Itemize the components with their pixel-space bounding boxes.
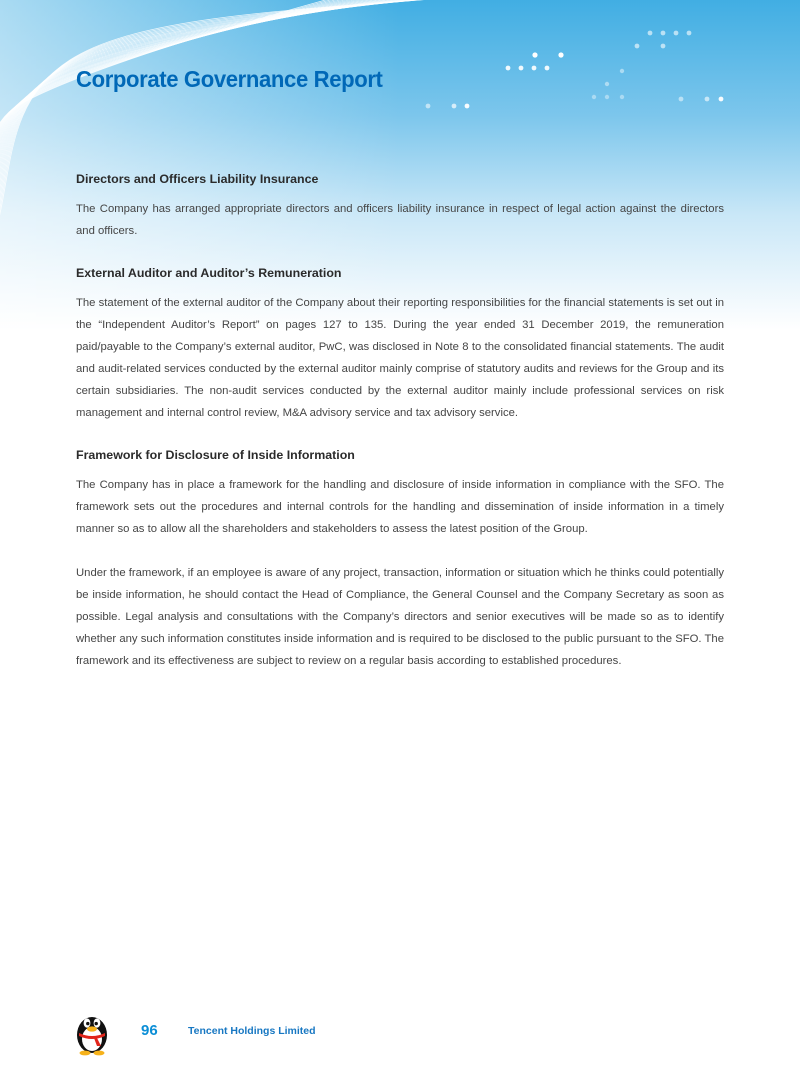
decor-dot (532, 66, 537, 71)
decor-dot (620, 69, 624, 73)
decor-dot (605, 95, 609, 99)
decor-dot (687, 31, 692, 36)
page-title: Corporate Governance Report (76, 66, 383, 92)
section-inside-information (76, 446, 724, 672)
decor-dot (620, 95, 624, 99)
decor-dot (605, 82, 609, 86)
decor-dot (635, 44, 640, 49)
decor-dot (661, 44, 666, 49)
section-external-auditor (76, 264, 724, 424)
page-number: 96 (141, 1022, 158, 1039)
page-footer (72, 1008, 372, 1058)
decor-dot (558, 52, 563, 57)
decor-dot (661, 31, 666, 36)
decor-dot (465, 104, 470, 109)
decor-dot (648, 31, 653, 36)
decor-dot (452, 104, 457, 109)
decor-dot (705, 97, 710, 102)
decor-dot (506, 66, 511, 71)
paragraph: The statement of the external auditor of the Company about their reporting responsibilities for the financial statements is set out in the “Independent Auditor’s Report” on pages 127 to 135. During the year ended 31 December 2019, the remuneration paid/payable to the Company’s external auditor, PwC, was disclosed in Note 8 to the consolidated financial statements. The audit and audit-related services conducted by the external auditor mainly comprise of statutory audits and reviews for the Group and its certain subsidiaries. The non-audit services conducted by the external auditor mainly include professional services on risk management and internal control review, M&A advisory service and tax advisory service. (76, 297, 724, 419)
decor-dot (519, 66, 524, 71)
penguin-mascot-icon (72, 1008, 112, 1056)
decor-dot (545, 66, 550, 71)
decor-dot (674, 31, 679, 36)
section-heading: Directors and Officers Liability Insurance (76, 172, 319, 186)
paragraph: Under the framework, if an employee is aware of any project, transaction, information or situation which he thinks could potentially be inside information, he should contact the Head of Compliance, the General Counsel and the Company Secretary as soon as possible. Legal analysis and consultations with the Company’s directors and senior executives will be made so as to identify whether any such information constitutes inside information and is required to be disclosed to the public pursuant to the SFO. The framework and its effectiveness are subject to review on a regular basis according to established procedures. (76, 567, 725, 667)
paragraph: The Company has in place a framework for the handling and disclosure of inside information in compliance with the SFO. The framework sets out the procedures and internal controls for the handling and dissemination of inside information in a timely manner so as to allow all the shareholders and stakeholders to assess the latest position of the Group. (76, 479, 724, 535)
paragraph: The Company has arranged appropriate directors and officers liability insurance in respect of legal action against the directors and officers. (76, 203, 724, 237)
company-name: Tencent Holdings Limited (188, 1025, 316, 1037)
section-heading: External Auditor and Auditor’s Remuneration (76, 266, 342, 280)
decor-dot (679, 97, 684, 102)
decor-dot (592, 95, 596, 99)
decor-dot (532, 52, 537, 57)
decor-dot (426, 104, 431, 109)
decor-dot (719, 97, 724, 102)
section-heading: Framework for Disclosure of Inside Information (76, 448, 355, 462)
section-insurance (76, 170, 724, 242)
report-body (76, 170, 724, 694)
